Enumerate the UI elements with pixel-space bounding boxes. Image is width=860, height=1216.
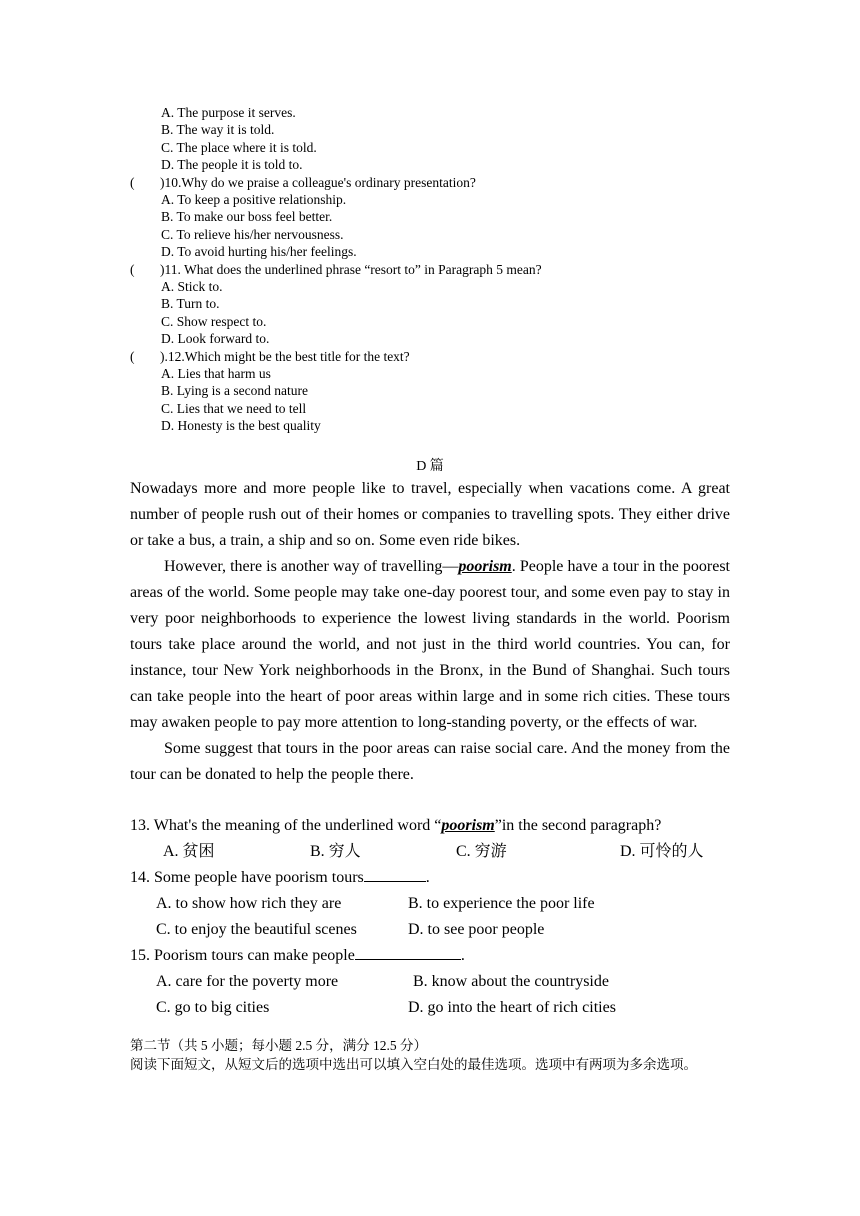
q12-option-a: A. Lies that harm us: [161, 366, 271, 381]
passage-d-title: D 篇: [416, 459, 444, 474]
underlined-word-poorism: poorism: [458, 558, 512, 575]
section-2: [130, 1036, 730, 1074]
q11-option-a: A. Stick to.: [161, 279, 223, 294]
answer-blank: [364, 866, 426, 882]
question-15-end: .: [460, 947, 465, 964]
underlined-word-poorism: poorism: [441, 817, 495, 834]
question-12-text: ).12.Which might be the best title for the text?: [160, 348, 410, 364]
question-14-end: .: [425, 869, 430, 886]
q14-option-d: D. to see poor people: [408, 921, 545, 938]
question-11-text: )11. What does the underlined phrase “resort to” in Paragraph 5 mean?: [160, 261, 542, 277]
paragraph-2-lead: However, there is another way of travelling—: [164, 558, 459, 575]
passage-paragraph-2: [130, 554, 730, 736]
q15-option-b: B. know about the countryside: [413, 973, 609, 990]
q13-option-c: C. 穷游: [456, 843, 507, 860]
q15-option-d: D. go into the heart of rich cities: [408, 999, 616, 1016]
question-10-text: )10.Why do we praise a colleague's ordinary presentation?: [160, 174, 476, 190]
question-10: [130, 174, 476, 191]
q14-option-a: A. to show how rich they are: [156, 895, 342, 912]
q9-option-c: C. The place where it is told.: [161, 139, 317, 155]
question-15-text: 15. Poorism tours can make people: [130, 947, 355, 964]
q15-option-c: C. go to big cities: [156, 999, 270, 1016]
paragraph-2-rest: . People have a tour in the poorest areas of the world. Some people may take one-day poorest tour, and some even pay to stay in very poor neighborhoods to experience the lowest living standards in the world. Poorism tours take place around the world, and not just in the third world countries. You can, for instance, tour New York neighborhoods in the Bronx, in the Bund of Shanghai. Such tours can take people into the heart of poor areas within large and in some rich cities. These tours may awaken people to pay more attention to long-standing poverty, or the effects of war.: [130, 558, 730, 731]
question-15: [130, 943, 465, 969]
answer-paren: (: [130, 261, 135, 277]
q13-option-a: A. 贫困: [163, 843, 215, 860]
q9-option-a: A. The purpose it serves.: [161, 105, 296, 120]
q10-option-d: D. To avoid hurting his/her feelings.: [161, 244, 357, 260]
q9-option-b: B. The way it is told.: [161, 122, 275, 138]
q14-option-b: B. to experience the poor life: [408, 895, 595, 912]
answer-paren: (: [130, 174, 135, 190]
q11-option-d: D. Look forward to.: [161, 331, 270, 347]
question-11: [130, 261, 542, 278]
q10-option-b: B. To make our boss feel better.: [161, 209, 333, 225]
answer-paren: (: [130, 348, 135, 364]
q13-option-b: B. 穷人: [310, 843, 361, 860]
q14-option-c: C. to enjoy the beautiful scenes: [156, 921, 357, 938]
answer-blank: [355, 944, 461, 960]
q13-option-d: D. 可怜的人: [620, 843, 704, 860]
q12-option-b: B. Lying is a second nature: [161, 383, 308, 399]
question-13-rest: ”in the second paragraph?: [494, 817, 662, 834]
q15-option-a: A. care for the poverty more: [156, 973, 339, 990]
q11-option-c: C. Show respect to.: [161, 313, 267, 329]
q10-option-a: A. To keep a positive relationship.: [161, 192, 347, 207]
q9-option-d: D. The people it is told to.: [161, 157, 303, 173]
q11-option-b: B. Turn to.: [161, 296, 220, 312]
question-13: [130, 813, 661, 839]
passage-d: [130, 476, 730, 788]
passage-paragraph-1: Nowadays more and more people like to travel, especially when vacations come. A great number of people rush out of their homes or companies to travelling spots. They either drive or take a bus, a train, a ship and so on. Some even ride bikes.: [130, 480, 730, 549]
question-12: [130, 348, 410, 365]
section-2-heading: 第二节（共 5 小题；每小题 2.5 分，满分 12.5 分）: [130, 1038, 427, 1053]
question-13-lead: 13. What's the meaning of the underlined word “: [130, 817, 442, 834]
section-2-instruction: 阅读下面短文，从短文后的选项中选出可以填入空白处的最佳选项。选项中有两项为多余选项。: [130, 1057, 697, 1072]
question-14: [130, 865, 430, 891]
q12-option-c: C. Lies that we need to tell: [161, 400, 307, 416]
passage-paragraph-3: Some suggest that tours in the poor areas can raise social care. And the money from the tour can be donated to help the people there.: [130, 740, 730, 783]
q12-option-d: D. Honesty is the best quality: [161, 418, 321, 434]
question-14-text: 14. Some people have poorism tours: [130, 869, 364, 886]
q10-option-c: C. To relieve his/her nervousness.: [161, 226, 344, 242]
